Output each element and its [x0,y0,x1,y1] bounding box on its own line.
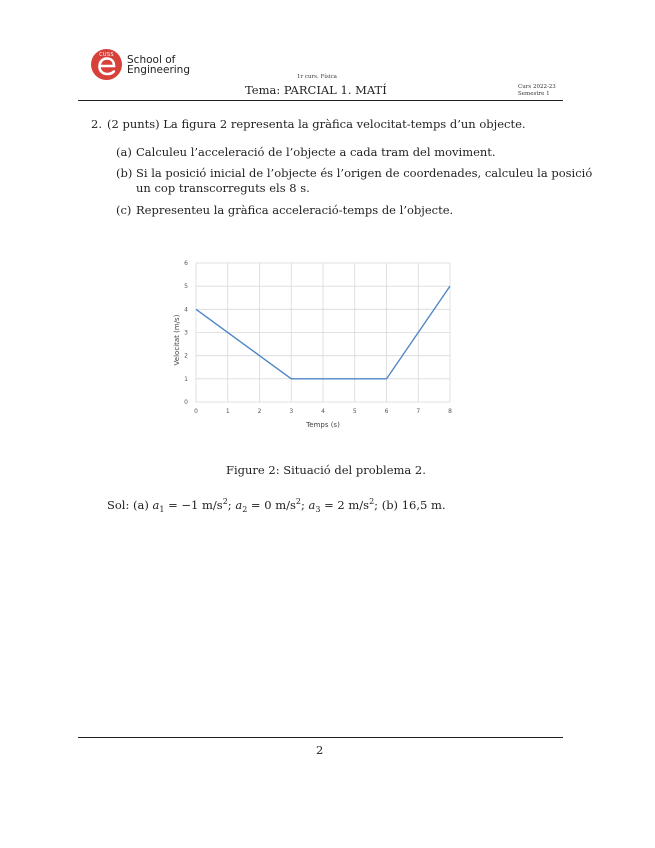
x-tick-label: 5 [352,408,357,415]
item-b-text-line1: Si la posició inicial de l’objecte és l’origen de coordenades, calculeu la posició [136,166,593,180]
sep-2: ; [300,497,309,512]
a1-var: a [152,497,160,512]
a2-value: = 0 m/s [247,497,296,512]
item-c-label: (c) [116,203,132,217]
question-number: 2. [91,117,102,131]
course-year: Curs 2022-23 [518,84,556,90]
page-title: Tema: PARCIAL 1. MATÍ [245,83,387,97]
x-tick-label: 3 [289,408,294,415]
y-tick-label: 1 [184,375,188,383]
chart-grid [196,263,450,402]
y-tick-label: 3 [184,329,188,337]
x-tick-label: 6 [384,408,389,415]
y-tick-label: 4 [184,306,188,314]
a3-sub: 3 [315,505,321,515]
x-axis-label: Temps (s) [306,421,340,429]
header-divider [78,100,563,101]
a2-var: a [235,497,243,512]
sep-1: ; [227,497,236,512]
course-label: 1r curs. Física [297,74,337,80]
item-a-text: Calculeu l’acceleració de l’objecte a cada tram del moviment. [136,145,496,159]
y-axis-label: Velocitat (m/s) [173,314,181,366]
y-tick-label: 0 [184,399,188,406]
school-name: School of Engineering [127,54,190,76]
solution-line [107,494,446,517]
question-text: (2 punts) La figura 2 representa la gràfica velocitat-temps d’un objecte. [107,117,526,131]
x-tick-label: 4 [321,408,325,415]
item-b-text-line2: un cop transcorreguts els 8 s. [136,181,310,195]
chart-ticks [184,260,452,415]
x-tick-label: 8 [448,408,452,415]
a1-value: = −1 m/s [164,497,223,512]
a3-var: a [308,497,316,512]
a3-value: = 2 m/s [320,497,370,512]
x-tick-label: 0 [194,408,198,415]
x-tick-label: 7 [416,408,421,415]
solution-tail: ; (b) 16,5 m. [374,497,446,512]
x-tick-label: 1 [225,408,230,415]
y-tick-label: 6 [184,260,188,267]
a2-sub: 2 [242,505,248,515]
velocity-time-chart [168,254,468,434]
item-a-label: (a) [116,145,132,159]
page-number: 2 [316,743,324,757]
footer-divider [78,737,563,738]
y-tick-label: 2 [184,352,188,360]
y-tick-label: 5 [184,283,188,291]
item-c-text: Representeu la gràfica acceleració-temps de l’objecte. [136,203,454,217]
solution-lead: Sol: (a) [107,497,153,512]
course-semester: Semestre 1 [518,91,550,97]
a3-sup: 2 [369,497,375,506]
logo-small-text: CUSS [99,52,114,58]
a1-sup: 2 [222,497,228,506]
school-logo [91,49,122,80]
course-term [518,84,556,98]
a2-sup: 2 [295,497,301,506]
a1-sub: 1 [159,505,165,515]
x-tick-label: 2 [257,408,262,415]
figure-caption: Figure 2: Situació del problema 2. [226,463,426,477]
item-b-label: (b) [116,166,133,180]
